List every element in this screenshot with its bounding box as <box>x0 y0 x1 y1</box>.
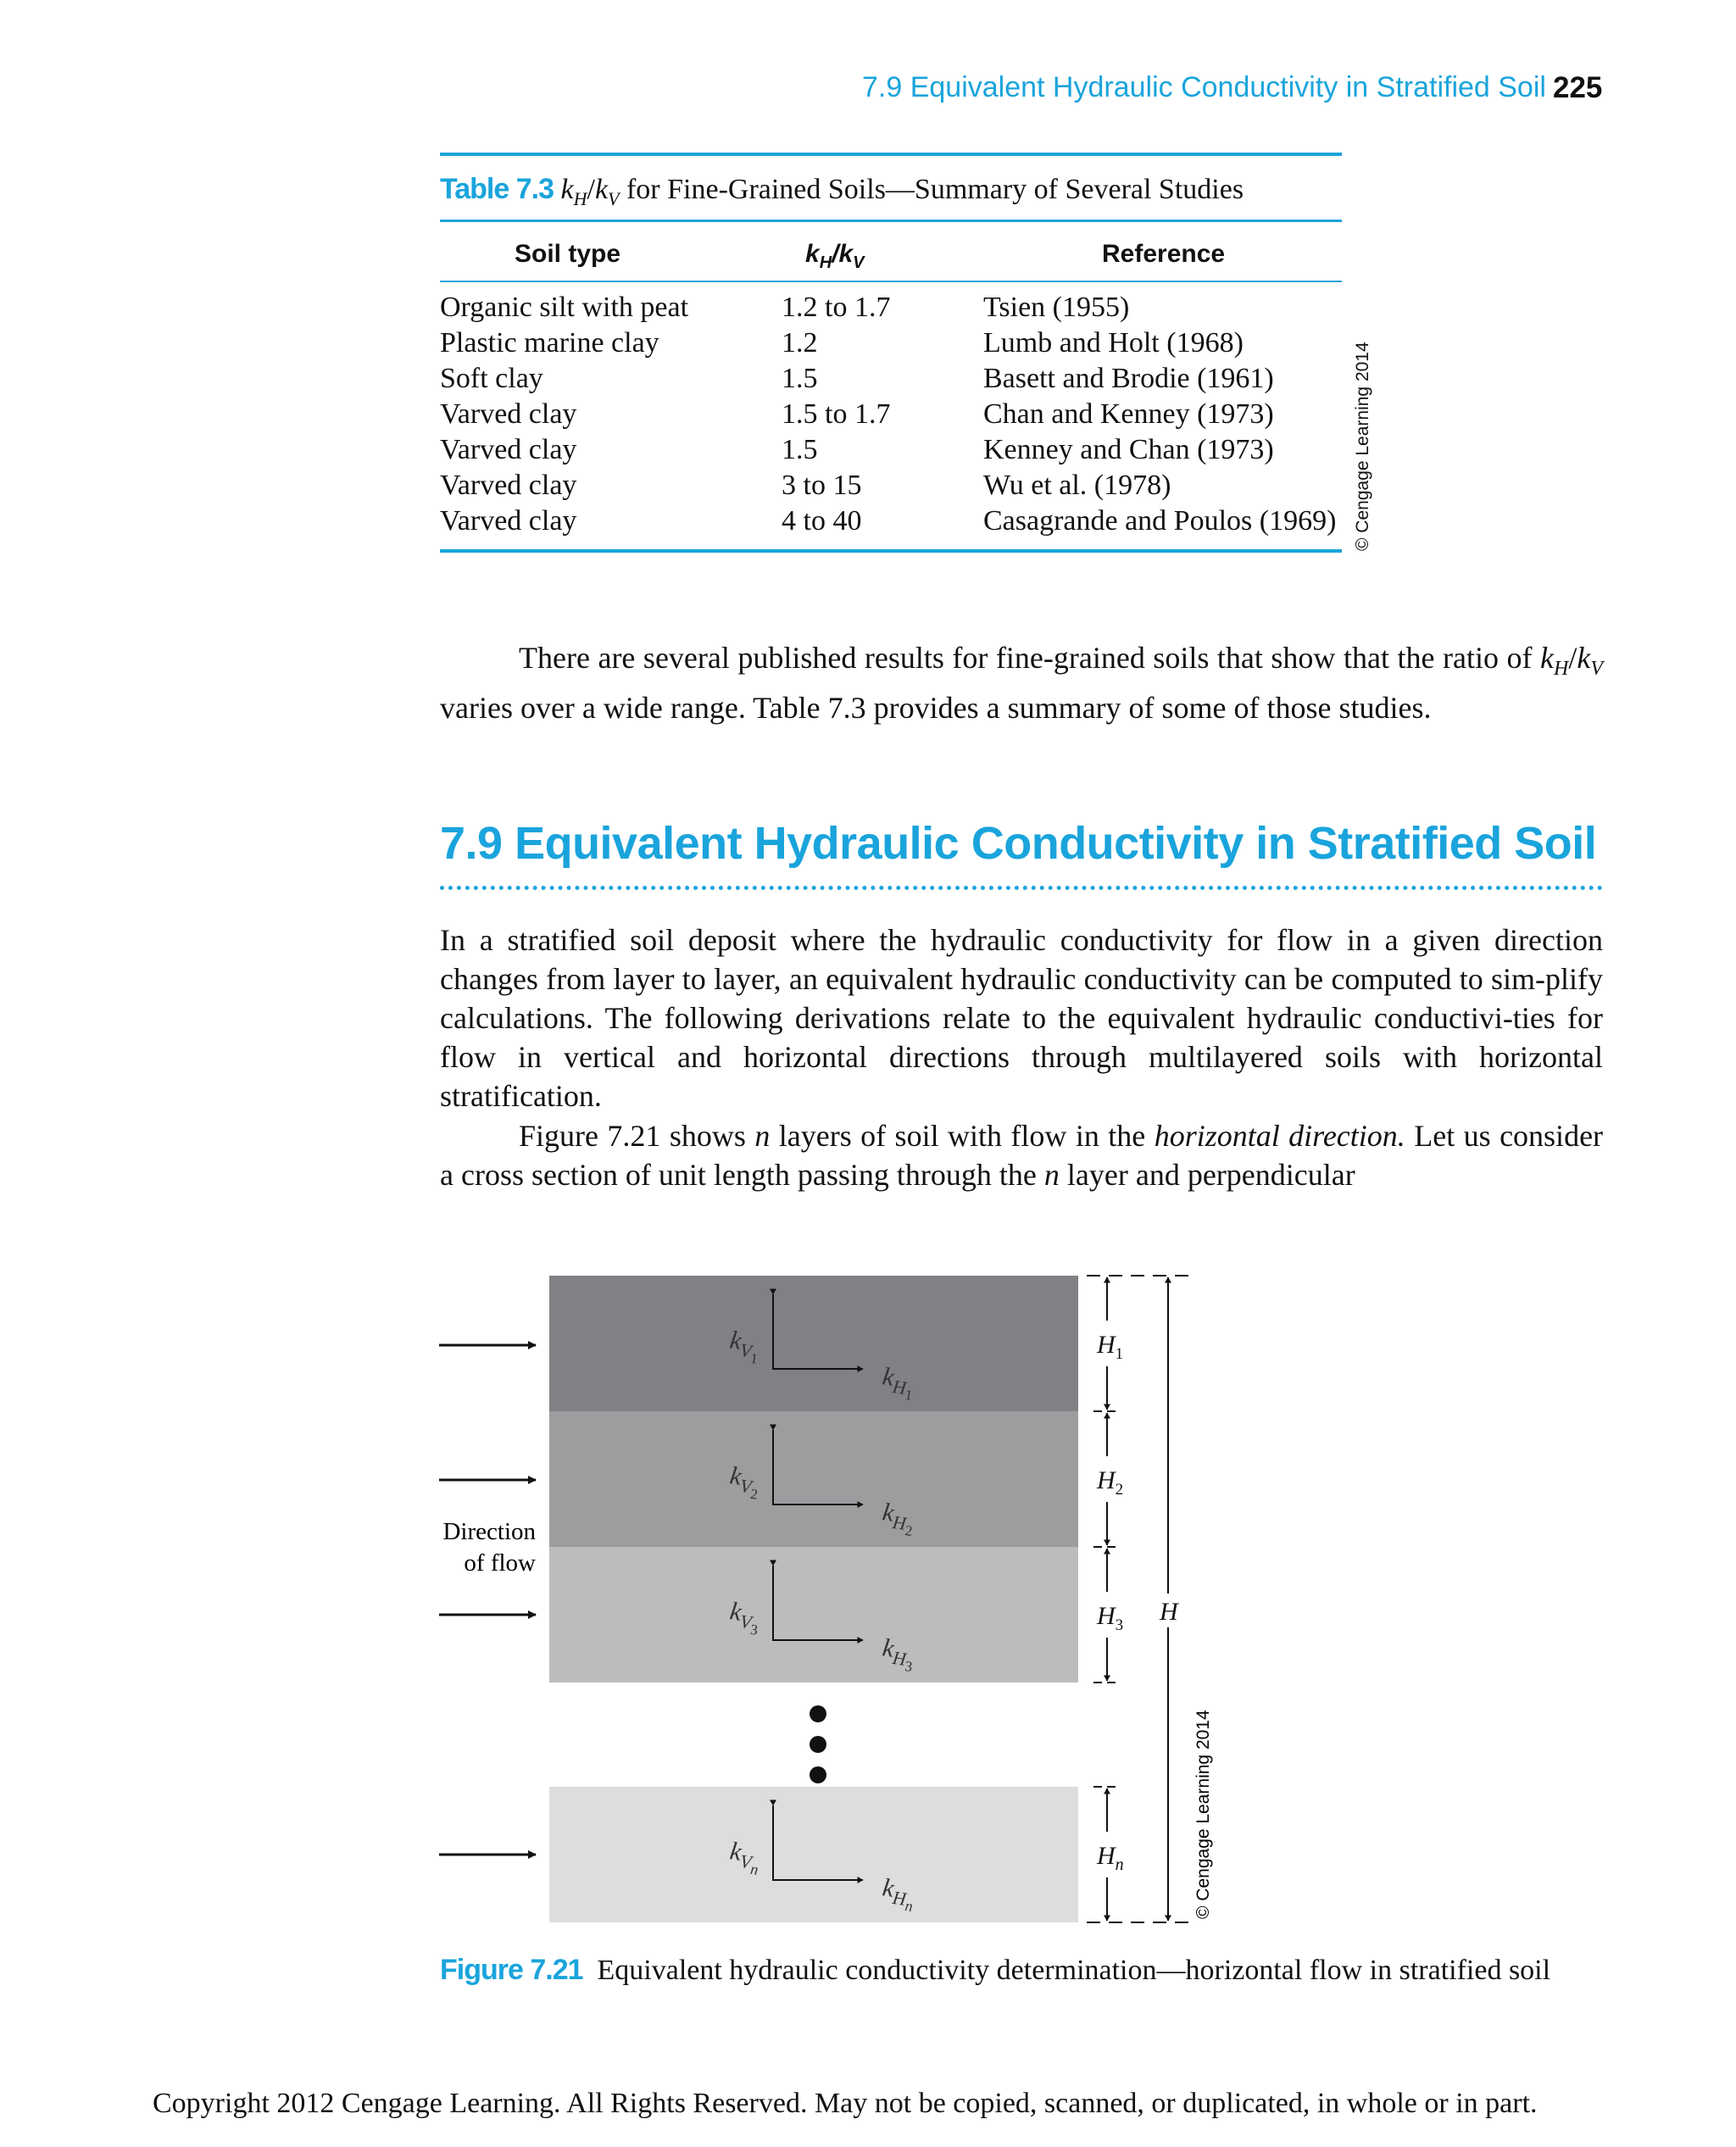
direction-label-1: Direction <box>442 1518 536 1545</box>
ellipsis-dot <box>810 1766 826 1783</box>
column-header-ratio: $k_H/k_V$ <box>805 240 865 272</box>
cell-reference: Kenney and Chan (1973) <box>983 434 1274 465</box>
para2-text-a: Figure 7.21 shows <box>519 1119 746 1153</box>
para2-text-f: n <box>1043 1158 1060 1192</box>
cell-soil-type: Varved clay <box>440 505 577 537</box>
intro-paragraph: There are several published results for fine-grained soils that show that the ratio of $k_H/k_V$ varies over a wide range. Table 7.3 provides a summary of some of those studies. <box>440 641 1603 726</box>
ellipsis-dot <box>810 1736 826 1753</box>
table-row <box>440 468 1342 503</box>
h-label-2: $H_2$ <box>1097 1466 1124 1499</box>
section-paragraph-1: In a stratified soil deposit where the hydraulic conductivity for flow in a given direction changes from layer to layer, an equivalent hydraulic conductivity can be computed to sim-plify calculations. The following derivations relate to the equivalent hydraulic conductivi-ties for flow in vertical and horizontal directions through multilayered soils with horizontal stratification. <box>440 923 1603 1113</box>
section-paragraph-2 <box>440 1116 1603 1194</box>
intro-text-2: varies over a wide range. Table 7.3 provides a summary of some of those studies. <box>440 691 1432 726</box>
kh-sub-1: 1 <box>904 1387 914 1404</box>
table-row <box>440 397 1342 432</box>
h-sub-n: n <box>1115 1855 1124 1874</box>
intro-text-1: There are several published results for fine-grained soils that show that the ratio of <box>519 641 1533 675</box>
table-bottom-rule <box>440 549 1342 553</box>
cell-reference: Lumb and Holt (1968) <box>983 327 1244 359</box>
h-label-3: $H_3$ <box>1097 1602 1124 1634</box>
kv-label-1: $k_{V1}$ <box>728 1326 760 1367</box>
column-header-soil-type: Soil type <box>515 240 621 268</box>
column-header-reference: Reference <box>1102 240 1226 268</box>
cell-ratio: 4 to 40 <box>782 505 862 537</box>
kh-label-3: $k_{H3}$ <box>881 1633 914 1676</box>
flow-arrows <box>439 1345 536 1855</box>
table-label: Table 7.3 <box>440 173 554 205</box>
cell-ratio: 1.5 to 1.7 <box>782 398 891 430</box>
para2-text-c: layers of soil with flow in the <box>778 1119 1146 1153</box>
para2-text-e: Let us consider a cross section of unit length passing through the <box>440 1119 1604 1192</box>
section-title: 7.9 Equivalent Hydraulic Conductivity in Stratified Soil <box>440 818 1597 869</box>
section-dotted-rule <box>440 886 1603 890</box>
cell-ratio: 1.5 <box>782 434 818 465</box>
table-ratio-symbol: $k_H/k_V$ <box>560 174 620 209</box>
kv-label-2: $k_{V2}$ <box>728 1461 760 1503</box>
table-top-rule <box>440 153 1342 156</box>
table-caption <box>440 173 1244 210</box>
cell-soil-type: Plastic marine clay <box>440 327 659 359</box>
h-sub-2: 2 <box>1115 1481 1124 1499</box>
kh-sub-2: 2 <box>904 1522 914 1540</box>
soil-layer-n <box>549 1787 1078 1922</box>
soil-layer-3 <box>549 1547 1078 1683</box>
kh-sub-3: 3 <box>904 1658 914 1676</box>
cell-reference: Tsien (1955) <box>983 292 1130 323</box>
table-header-rule <box>440 220 1342 222</box>
table-credit: © Cengage Learning 2014 <box>1353 342 1372 551</box>
kv-sub-3: 3 <box>749 1621 760 1638</box>
soil-layer-2 <box>549 1411 1078 1547</box>
h-sub-3: 3 <box>1115 1616 1124 1634</box>
kv-sub-1: 1 <box>749 1349 760 1367</box>
cell-soil-type: Organic silt with peat <box>440 292 689 323</box>
kh-sub-n: n <box>904 1897 915 1916</box>
table-body <box>440 290 1342 539</box>
table-row <box>440 325 1342 361</box>
stratified-soil-figure <box>424 1263 1271 1941</box>
table-title: for Fine-Grained Soils—Summary of Several Studies <box>626 174 1244 205</box>
direction-label-2: of flow <box>464 1549 536 1577</box>
figure-caption-text: Equivalent hydraulic conductivity determination—horizontal flow in stratified soil <box>597 1955 1551 1986</box>
copyright-footer: Copyright 2012 Cengage Learning. All Rights Reserved. May not be copied, scanned, or duplicated, in whole or in part. <box>153 2088 1538 2119</box>
h-label-n: $H_n$ <box>1097 1842 1124 1874</box>
cell-soil-type: Varved clay <box>440 470 577 501</box>
cell-reference: Chan and Kenney (1973) <box>983 398 1274 430</box>
page-number: 225 <box>1553 71 1603 104</box>
table-row <box>440 361 1342 397</box>
kh-label-2: $k_{H2}$ <box>881 1498 914 1540</box>
kv-label-n: $k_{Vn}$ <box>728 1837 760 1878</box>
table-header-bottom-rule <box>440 281 1342 282</box>
h-total-label: H <box>1160 1598 1178 1626</box>
kv-sub-n: n <box>749 1860 760 1878</box>
cell-reference: Casagrande and Poulos (1969) <box>983 505 1337 537</box>
cell-ratio: 1.2 to 1.7 <box>782 292 891 323</box>
ellipsis-dot <box>810 1705 826 1722</box>
figure-caption <box>440 1954 1550 1987</box>
cell-soil-type: Soft clay <box>440 363 543 394</box>
figure-label: Figure 7.21 <box>440 1954 583 1986</box>
table-row <box>440 290 1342 325</box>
cell-ratio: 1.2 <box>782 327 818 359</box>
para2-text-g: layer and perpendicular <box>1066 1158 1355 1192</box>
figure-credit: © Cengage Learning 2014 <box>1194 1710 1213 1919</box>
table-row <box>440 432 1342 468</box>
kh-label-n: $k_{Hn}$ <box>881 1873 915 1916</box>
para2-text-b: n <box>754 1119 771 1153</box>
cell-reference: Wu et al. (1978) <box>983 470 1171 501</box>
kv-sub-2: 2 <box>749 1485 760 1503</box>
kv-label-3: $k_{V3}$ <box>728 1597 760 1638</box>
table-row <box>440 503 1342 539</box>
cell-soil-type: Varved clay <box>440 398 577 430</box>
running-header-title: 7.9 Equivalent Hydraulic Conductivity in Stratified Soil <box>862 71 1546 103</box>
h-sub-1: 1 <box>1115 1345 1124 1363</box>
para2-text-d: horizontal direction. <box>1154 1119 1405 1153</box>
cell-reference: Basett and Brodie (1961) <box>983 363 1274 394</box>
cell-soil-type: Varved clay <box>440 434 577 465</box>
cell-ratio: 1.5 <box>782 363 818 394</box>
kh-label-1: $k_{H1}$ <box>881 1362 914 1404</box>
soil-layer-1 <box>549 1276 1078 1411</box>
h-label-1: $H_1$ <box>1097 1331 1124 1363</box>
cell-ratio: 3 to 15 <box>782 470 862 501</box>
